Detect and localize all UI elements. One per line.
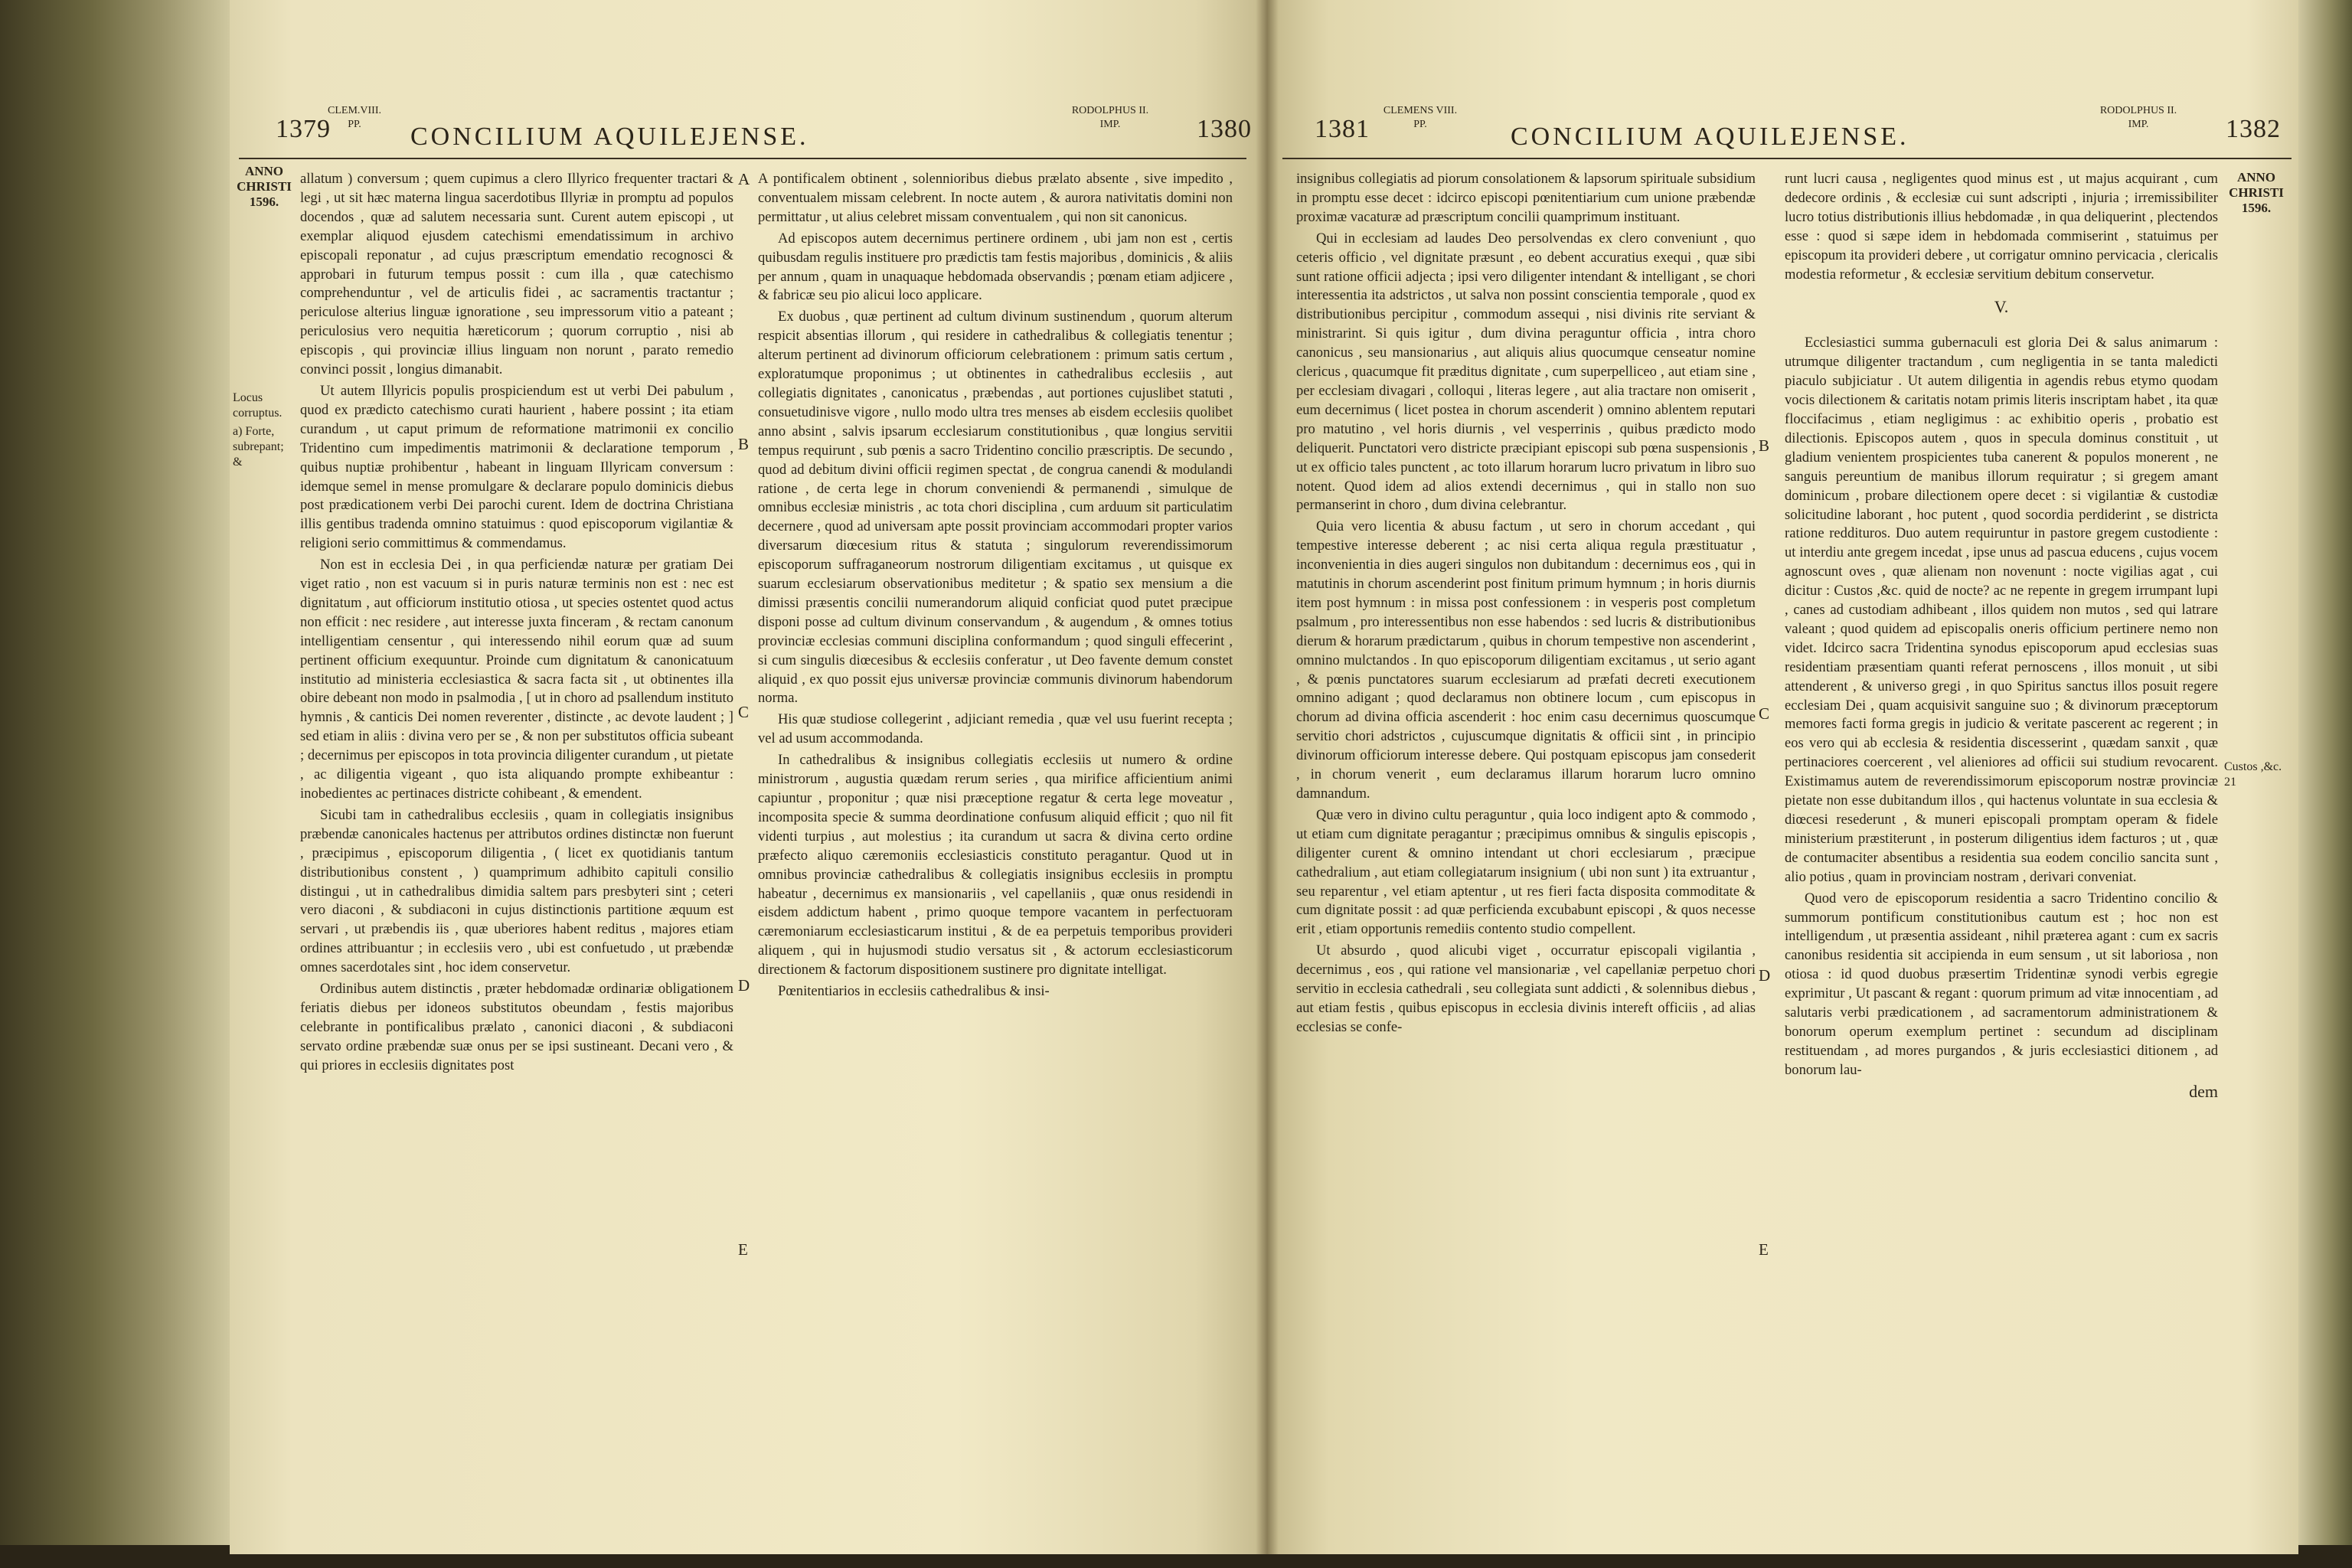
section-marker-e: E	[738, 1240, 748, 1259]
section-marker-e: E	[1759, 1240, 1769, 1259]
paragraph: Ordinibus autem distinctis , præter hebdomadæ ordinariæ obligationem feriatis diebus per idoneos substitutos obeundam , festis majoribus celebrante in pontificalibus prælato , canonici diaconi , & subdiaconi servato ordine præbendæ suæ onus per se ipsi sustineant. Decani vero , & qui priores in ecclesiis dignitates post	[300, 981, 733, 1073]
margin-note-custos: Custos ,&c. 21	[2224, 760, 2282, 789]
paragraph: Quod vero de episcoporum residentia a sacro Tridentino concilio & summorum pontificum constitutionibus cautum est ; hoc non est intelligendum , ut præsentia assideant , nihil præterea agant : cum ex sacris canonibus residentia sit accipienda in eum sensum , ut sit laboriosa , non otiosa : id quod duobus præsertim Tridentinæ synodi verbis egregie exprimitur , Ut pascant & regant : quorum primum ad vitæ innocentiam , ad salutaris verbi prædicationem , ad sacramentorum administrationem & bonorum operum exemplum pertinet : secundum ad disciplinam restituendam , ad mores purgandos , & juris ecclesiastici ditionem , ad bonorum lau-	[1785, 890, 2218, 1078]
section-marker-d: D	[738, 976, 750, 995]
header-rule	[1282, 158, 2292, 159]
right-page-column-2	[1785, 170, 2218, 1533]
paragraph: Ecclesiastici summa gubernaculi est gloria Dei & salus animarum : utrumque diligenter tractandum , cum negligentia in se tanta maledicti piaculo subjiciatur . Ut autem diligentia in agendis rebus etymo quodam vocis dilectionem & caritatis notam primis literis inscriptam habet , ita quæ floccifacimus , etiam negligimus : ac exhibitio operis , probatio est dilectionis. Episcopos autem , quos in specula dominus constituit , ut gladium venientem prospicientes tuba canerent & populos monerent , ne sanguis pereuntium de manibus illorum requiratur ; si gregem amant dominicum , probare dilectionem opere decet : si vigilantiæ & custodiæ solicitudine laborant , hoc putent , quod socordia perdiderint , se districta ratione reddituros. Duo autem requiruntur in pastore gregem custodiente : ut interdiu ante gregem incedat , ipse unus ad pascua educens , cujus vocem agnoscunt oves , quæ alienam non novenunt : nocte vigilias agat , cui dicitur : Custos ,&c. quid de nocte? ac ne repente in gregem irrumpant lupi , canes ad custodiam adhibeant , illos quidem non mutos , sed qui latrare valeant ; quod quidem ad episcopalis oneris officium pertinere nemo non videt. Idcirco sacra Tridentina synodus episcoporum apud ecclesias suas residentiam præsentiam quanti referat pernoscens , illos monuit , ut sibi attenderent , & universo gregi , in quo Spiritus sanctus illos posuit regere ecclesiam Dei , quam acquisivit sanguine suo ; & divinorum præceptorum memores facti forma gregis in judicio & veritate pascerent ac regerent ; in eos vero qui ab ecclesia & residentia discesserint , quædam sanxit , quæ pertinaciores coercerent , vel alieniores ad officii sui studium revocarent. Existimamus autem de reverendissimorum episcoporum nostræ provinciæ pietate non esse dubitandum illos , qui hactenus voluntate in sua ecclesia & diœcesi resederunt , & muneri episcopali promptam operam & fidele ministerium præstiterunt , in posterum diligentius idem facturos ; ut , quæ de contumaciter absentibus a residentia sua eodem concilio sancita sunt , alio potius , quam in provinciam nostram , derivari conveniat.	[1785, 335, 2218, 885]
paragraph: Qui in ecclesiam ad laudes Deo persolvendas ex clero conveniunt , quo ceteris officio , vel dignitate præsunt , eo debent accuratius exequi , quæ sibi sunt ratione officii adjecta ; ipsi vero diligenter intendant & intelligant , se chori interessentia ita adstrictos , ut salva non possint conscientia temporale , quod ex distributionibus percipitur , commodum assequi , nisi divinis rite serviant & ministrarint. Si quis igitur , dum divina peraguntur officia , intra choro canonicus , seu mansionarius , aut aliquis alius quocumque censeatur nomine clericus , quacumque fit præditus dignitate , cum superpelliceo , aut etiam sine , per ecclesiam divagari , colloqui , literas legere , aut alia tractare non omiserit , eum decernimus ( licet postea in chorum ascenderit ) omnino ablentem reputari pro matutino , vel horis diurnis , vel vesperrinis , quibus prædicto modo deliquerit. Punctatori vero districte præcipiant episcopi sub pœna suspensionis , ut ex officio tales punctent , ac toto illarum horarum lucro privatum in libro suo notent. Quod idem ad alios extendi decernimus , qui in stallo non suo permanserint in choro , dum divina celebrantur.	[1296, 230, 1756, 514]
section-marker-d: D	[1759, 966, 1771, 985]
paragraph: A pontificalem obtinent , solennioribus diebus prælato absente , sive impedito , conventualem missam celebrent. In nocte autem , & aurora nativitatis domini non permittatur , ut alius celebret missam conventualem , qui non sit canonicus.	[758, 171, 1233, 225]
paragraph: Ut autem Illyricis populis prospiciendum est ut verbi Dei pabulum , quod ex prædicto catechismo curati haurient , habere possint ; ita etiam curandum , ut caput primum de reformatione matrimonii ex concilio Tridentino cum impedimentis matrimonii & declaratione temporum , quibus nuptiæ prohibentur , habeant in linguam Illyricam conversum : idemque semel in mense promulgare & declarare populo dominicis diebus post prædicationem verbi Dei parochi curent. Idem de doctrina Christiana illis gentibus tradenda omnino statuimus : quod episcoporum vigilantiæ & religioni serio committimus & commendamus.	[300, 382, 733, 552]
paragraph: runt lucri causa , negligentes quod minus est , ut majus acquirant , cum dedecore ordinis , & ecclesiæ cui sunt adscripti , injuria ; irremissibiliter lucro totius distributionis illius hebdomadæ , in qua deliquerint , plectendos esse : quod si sæpe idem in hebdomada commiserint , statuimus per episcopum ita provideri debere , ut corrigatur omnino pervicacia , clericalis modestia reformetur , & ecclesiæ servitium debitum conservetur.	[1785, 171, 2218, 283]
page-number-1382: 1382	[2226, 115, 2281, 143]
paragraph: Ad episcopos autem decernimus pertinere ordinem , ubi jam non est , certis quibusdam regulis instituere pro prædictis tam festis majoribus , dominicis , & aliis per annum , quam in unaquaque hebdomada observandis ; pœnam etiam adjicere , & fabricæ seu pio alicui loco applicare.	[758, 230, 1233, 304]
emperor-label: RODOLPHUS II. IMP.	[2099, 105, 2177, 130]
anno-christi-label: ANNO CHRISTI 1596.	[237, 164, 292, 209]
paragraph: Quia vero licentia & abusu factum , ut sero in chorum accedant , qui tempestive interesse deberent ; ac nisi certa aliqua regula præstituatur , inconvenientia in dies augeri singulos non dubitandum : decernimus eos , qui in matutinis in chorum ascenderint post finitum primum hymnum ; in horis diurnis item post hymnum : in missa post confessionem : in vesperis post completum psalmum , pro interessentibus non esse habendos : sed lucris & distributionibus dierum & horarum prædictarum , quibus in chorum tempestive non ascenderint , omnino mulctandos . In quo episcoporum diligentiam excitamus , ut serio agant , & pœnis punctatores suarum ecclesiarum ad præfati decreti executionem omnino adigant ; quod declaramus non obtinere locum , cum episcopus in chorum ad divina officia ascenderit : hoc enim casu decernimus quoscumque servitio chori adstrictos , cujuscumque dignitatis & officii sint , in principio divinorum officiorum interesse debere. Qui postquam episcopus jam consederit , in chorum venerit , eum declaramus illarum horarum lucro omnino damnandum.	[1296, 518, 1756, 802]
right-page	[1267, 0, 2298, 1554]
paragraph: Sicubi tam in cathedralibus ecclesiis , quam in collegiatis insignibus præbendæ canonicales hactenus per attributos ordines distinctæ non fuerunt , præcipimus , episcoporum diligentia , ( licet ex quotidianis tantum distributionibus constent , ) quamprimum adhibito capituli consilio distingui , ut in cathedralibus dimidia saltem pars presbyteri sint ; ceteri vero diaconi , & subdiaconi in cujus distinctionis partitione æquum est servari , ut præbendis iis , quæ uberiores habent reditus , majores etiam ordines attribuantur ; in ecclesiis vero , ubi est confuetudo , ut præbendæ omnes sacerdotales sint , hoc idem conservetur.	[300, 806, 733, 976]
emperor-label: RODOLPHUS II. IMP.	[1071, 105, 1149, 130]
page-number-1380: 1380	[1197, 115, 1252, 143]
paragraph: His quæ studiose collegerint , adjiciant remedia , quæ vel usu fuerint recepta ; vel ad usum accommodanda.	[758, 711, 1233, 747]
page-title: CONCILIUM AQUILEJENSE.	[410, 122, 809, 151]
page-title: CONCILIUM AQUILEJENSE.	[1511, 122, 1909, 151]
section-marker-c: C	[738, 703, 750, 721]
section-marker-b: B	[1759, 436, 1770, 455]
page-number-1381: 1381	[1315, 115, 1370, 143]
left-page-column-1	[300, 170, 733, 1533]
pope-label: CLEMENS VIII. PP.	[1383, 105, 1458, 130]
paragraph: Ex duobus , quæ pertinent ad cultum divinum sustinendum , quorum alterum respicit absentias illorum , qui residere in cathedralibus & collegiatis tenentur ; alterum pertinent ad divinorum officiorum celebrationem : primum satis certum , exploratumque proponimus ; ut obtinentes in cathedralibus ecclesiis , aut collegiatis dignitates , canonicatus , præbendas , aut portiones cujuslibet statuti , consuetudinisve vigore , nullo modo ultra tres menses ab eisdem ecclesiis quolibet anno absint , salvis ipsarum ecclesiarum constitutionibus , quæ longius servitii tempus requirunt , sub pœnis a sacro Tridentino concilio præscriptis. De secundo , quod ad debitum divini officii regimen spectat , de congrua canendi & modulandi ratione , de certa lege in chorum conveniendi & permanendi , simulque de omnibus ecclesiæ ministris , ac tota chori disciplina , cum arduum sit particulatim decernere , quod ad universam apte possit provinciam accommodari propter varios diversarum diœcesium ritus & statuta ; singulorum reverendissimorum episcoporum suffraganeorum nostrorum diligentiam excitamus , ut quisque ex suarum ecclesiarum observationibus meditetur ; & spatio sex mensium a die dimissi præsentis concilii numerandorum aliquid conficiat quod putet præcipue disponi posse ad cultum divinum conservandum , & augendum , & omnes totius provinciæ ecclesias communi disciplina conformandum ; quod singuli effecerint , si cum singulis diœcesibus & ecclesiis conferatur , ut Deo favente demum constet aliquid , ex quo possit ejus universæ provinciæ communis divinorum habendorum norma.	[758, 309, 1233, 707]
left-page-column-2	[758, 170, 1233, 1533]
pope-label: CLEM.VIII. PP.	[328, 105, 381, 130]
right-page-column-1	[1296, 170, 1756, 1533]
page-number-1379: 1379	[276, 115, 331, 143]
catchword: dem	[2189, 1081, 2218, 1101]
book-left-edge	[0, 0, 230, 1568]
anno-christi-label: ANNO CHRISTI 1596.	[2229, 170, 2284, 215]
header-rule	[239, 158, 1246, 159]
paragraph: Pœnitentiarios in ecclesiis cathedralibus & insi-	[778, 983, 1050, 1000]
book-right-edge	[2298, 0, 2352, 1568]
paragraph: Ut absurdo , quod alicubi viget , occurratur episcopali vigilantia , decernimus , eos , qui ratione vel mansionariæ , vel capellaniæ perpetuo chori servitio in ecclesia cathedrali , seu collegiata sunt addicti , & solennibus diebus , aut etiam festis , quibus episcopus in ecclesia divinis intereft officiis , ad alias ecclesias se confe-	[1296, 942, 1756, 1035]
paragraph: Non est in ecclesia Dei , in qua perficiendæ naturæ per gratiam Dei viget ratio , non est vacuum si in puris naturæ terminis non est : nec est dignitatum , aut officiorum institutio otiosa , ut species ostentet quod actus non efficit : nec residere , aut interesse juxta finceram , & rectam canonum intelligentiam censentur , qui interessendo nihil eorum quæ ad suum pertinent officium exequuntur. Proinde cum dignitatum & canonicatuum institutio ad ministeria ecclesiastica & sacra facta sit , ut obtinentes illa obire debeant non modo in psalmodia , [ ut in choro ad psallendum instituto hymnis , & canticis Dei nomen reverenter , distincte , ac devote laudent ; ] sed etiam in aliis : divina vero per se , & non per substitutos officia subeant ; decernimus per episcopos in tota provincia diligenter curandum , ut pietate , ac diligentia vigeant , quo ista aliquando prompte exhibeantur : inobedientes ac pertinaces districte cohibeant , & emendent.	[300, 557, 733, 802]
book-gutter	[1256, 0, 1279, 1554]
paragraph: In cathedralibus & insignibus collegiatis ecclesiis ut numero & ordine ministrorum , augustia quædam rerum series , qua mirifice afficientium animi capiuntur , proponitur ; quæ nisi præceptione regatur & certa lege moveatur , incomposita specie & summa deordinatione confusum aliquid efficit ; quo nil fit videnti turpius , aut molestius ; ita curandum ut sacra & divina certo ordine præfecto aliquo cæremoniis ecclesiasticis constituto peragantur. Quod ut in omnibus provinciæ cathedralibus & collegiatis insignibus ecclesiis in promptu habeatur , decernimus ex mansionariis , vel capellaniis , quæ onus residendi in eisdem addictum habent , primo quoque tempore vacantem in perfectuoram cæremoniarum ecclesiasticarum institui , & de ea perpetuis temporibus provideri aliquem , qui in hujusmodi studio versatus sit , & actorum ecclesiasticorum directionem & factorum dispositionem sustinere pro dignitate intelligat.	[758, 752, 1233, 978]
left-page-header	[230, 92, 1267, 161]
margin-note-corrupt: Locus corruptus.	[233, 391, 283, 420]
section-marker-b: B	[738, 435, 750, 453]
section-marker-a: A	[738, 170, 750, 188]
section-marker-c: C	[1759, 704, 1770, 723]
paragraph: Quæ vero in divino cultu peraguntur , quia loco indigent apto & commodo , ut etiam cum dignitate peragantur ; præcipimus omnibus & singulis episcopis , diligenter curent & omnino intendant ut chori ecclesiarum , præcipue cathedralium , aut etiam collegiatarum insignium ( ubi non sunt ) ita extruantur , seu reparentur , vel etiam aptentur , ut res fieri facta disposita commoditate & cum dignitate possit : ad quæ perficienda excubabunt episcopi , & quos necesse erit , etiam opportunis remediis contento studio compellent.	[1296, 806, 1756, 938]
margin-note-forte: a) Forte, subrepant; &	[233, 425, 284, 469]
right-page-header	[1267, 92, 2298, 161]
left-page	[230, 0, 1267, 1554]
section-number: V.	[1994, 297, 2009, 317]
paragraph: allatum ) conversum ; quem cupimus a clero Illyrico frequenter tractari & legi , ut sit hæc materna lingua sacerdotibus Illyriæ in promptu ad populos docendos , quæ ad salutem necessaria sunt. Curent autem episcopi , ut exemplar aliquod ejusdem catechismi emendatissimum in archivo episcopali reponatur , ad cujus præscriptum emendatio recognosci & approbari in futurum tempus possit : cum illa , quæ catechismo comprehenduntur , vel de articulis fidei , ac sacramentis tractantur ; periculose alterius linguæ ignoratione , seu impressorum vitio a pateant ; periculosius vero nequitia hæreticorum ; quorum corruptio , nisi ab episcopis , qui provinciæ illius linguam non norunt , parato remedio convinci possit , longius dimanabit.	[300, 171, 733, 378]
paragraph: insignibus collegiatis ad piorum consolationem & lapsorum spirituale subsidium in promptu esse decet : idcirco episcopi pœnitentiarium cum unione præbendæ proximæ vacaturæ ad præscriptum concilii quamprimum instituant.	[1296, 171, 1756, 225]
